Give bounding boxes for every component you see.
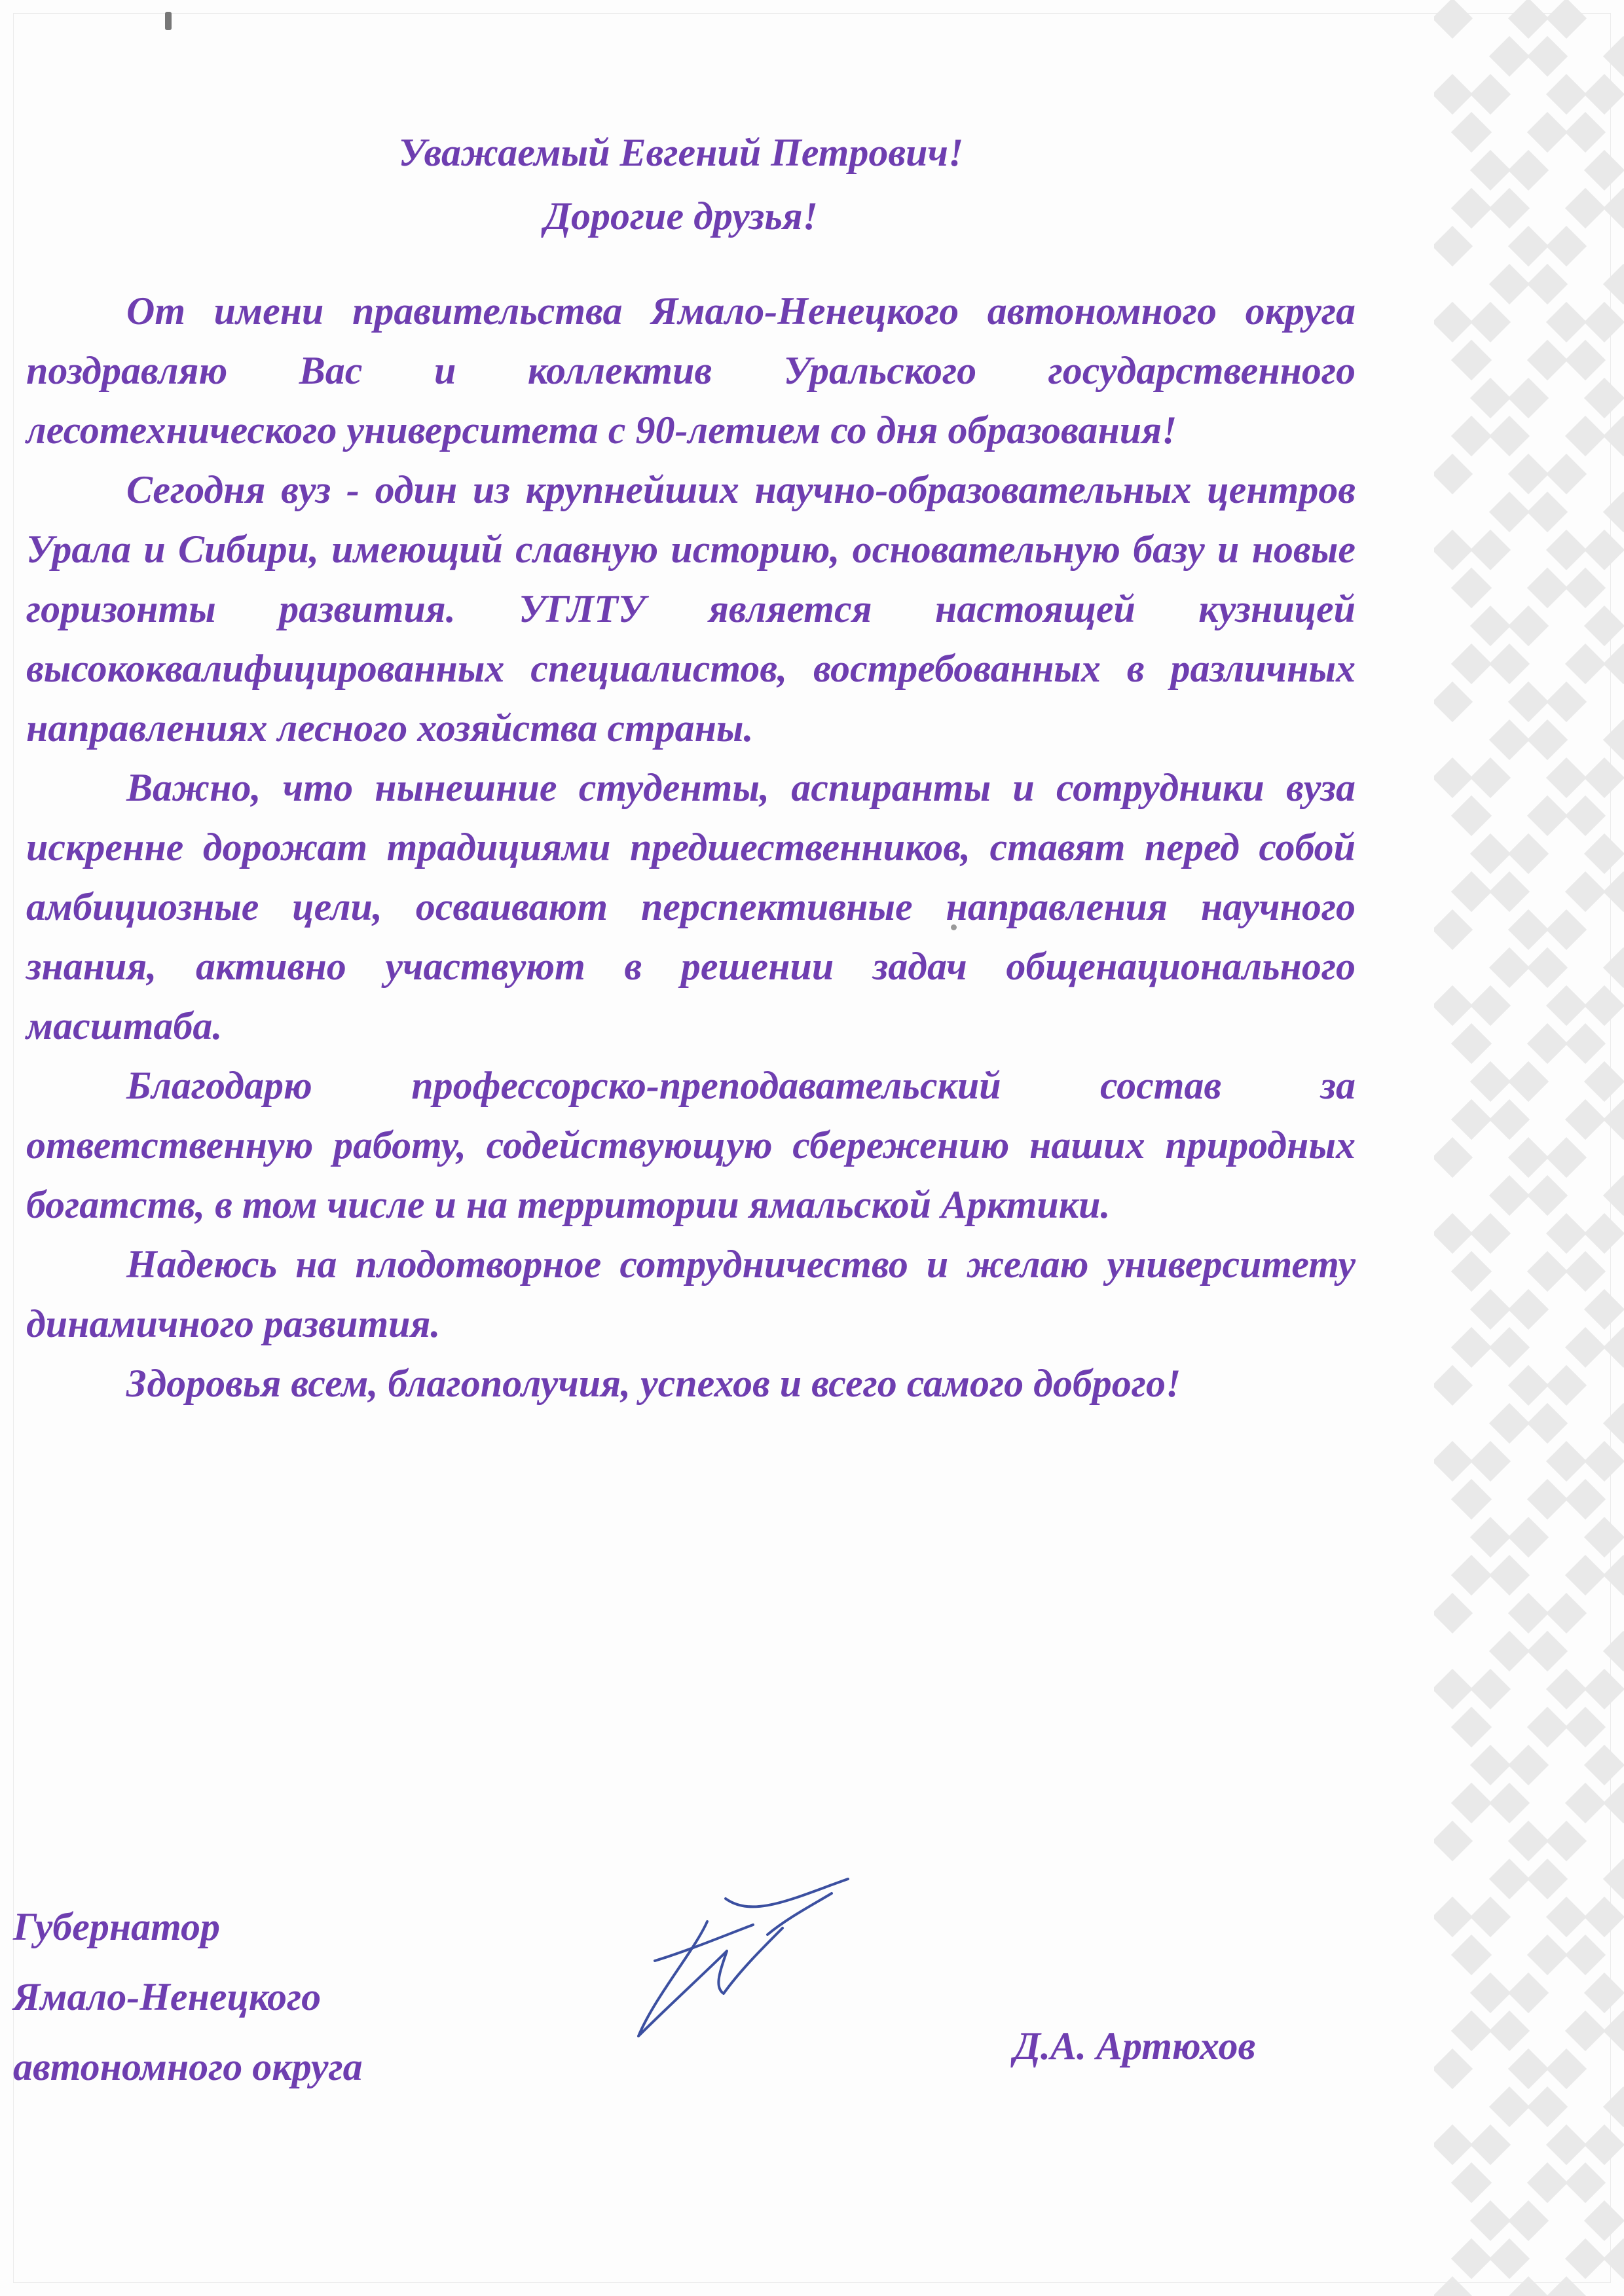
ornament-diamond (1470, 1213, 1511, 1254)
ornament-diamond (1508, 378, 1549, 418)
ornament-diamond (1527, 795, 1568, 836)
ornament-diamond (1508, 1137, 1549, 1178)
ornament-diamond (1489, 871, 1530, 912)
ornament-diamond (1584, 1669, 1624, 1709)
ornament-diamond (1434, 909, 1473, 950)
ornament-diamond (1527, 1175, 1568, 1216)
ornament-diamond (1527, 1251, 1568, 1292)
ornament-diamond (1584, 150, 1624, 191)
ornament-diamond (1546, 530, 1587, 570)
ornament-diamond (1565, 644, 1606, 684)
ornament-diamond (1508, 1745, 1549, 1785)
ornament-diamond (1603, 1555, 1624, 1595)
ornament-diamond (1527, 1479, 1568, 1520)
ornament-diamond (1489, 720, 1530, 760)
ornament-diamond (1451, 1707, 1492, 1747)
ornament-diamond (1527, 264, 1568, 304)
ornament-diamond (1527, 340, 1568, 380)
paragraph: Здоровья всем, благополучия, успехов и всего самого доброго! (126, 1362, 1181, 1405)
ornament-diamond (1434, 682, 1473, 722)
ornament-diamond (1451, 340, 1492, 380)
ornament-diamond (1603, 720, 1624, 760)
ornament-diamond (1546, 1669, 1587, 1709)
ornament-diamond (1489, 1555, 1530, 1595)
letter-body (26, 282, 1356, 1413)
ornament-diamond (1434, 0, 1473, 39)
ornament-diamond (1508, 1365, 1549, 1406)
ornament-diamond (1508, 1061, 1549, 1102)
ornament-diamond (1584, 1213, 1624, 1254)
ornament-diamond (1546, 909, 1587, 950)
ornament-diamond (1508, 1973, 1549, 2013)
ornament-diamond (1451, 1479, 1492, 1520)
ornament-diamond (1508, 2276, 1549, 2296)
salutation-line: Уважаемый Евгений Петрович! (398, 131, 964, 174)
ornament-diamond (1434, 2124, 1473, 2165)
ornament-diamond (1434, 2049, 1473, 2089)
signature-icon (616, 1872, 891, 2043)
ornament-diamond (1565, 188, 1606, 228)
ornament-diamond (1489, 188, 1530, 228)
ornament-diamond (1603, 1175, 1624, 1216)
ornament-diamond (1546, 1441, 1587, 1482)
ornament-diamond (1434, 74, 1473, 115)
ornament-diamond (1434, 226, 1473, 266)
ornament-diamond (1565, 340, 1606, 380)
ornament-diamond (1565, 568, 1606, 608)
ornament-diamond (1527, 492, 1568, 532)
ornament-diamond (1508, 0, 1549, 39)
ornament-diamond (1603, 1099, 1624, 1140)
ornament-diamond (1584, 1745, 1624, 1785)
ornament-diamond (1527, 112, 1568, 153)
paragraph: Надеюсь на плодотворное сотрудничество и желаю университету динамичного развития. (26, 1243, 1356, 1345)
ornament-diamond (1451, 871, 1492, 912)
ornament-diamond (1470, 1897, 1511, 1937)
ornament-diamond (1546, 0, 1587, 39)
ornament-diamond (1434, 757, 1473, 798)
ornament-diamond (1470, 1517, 1511, 1558)
salutation (26, 121, 1336, 248)
ornament-diamond (1584, 757, 1624, 798)
ornament-diamond (1546, 302, 1587, 342)
signatory-title-line: Ямало-Ненецкого (13, 1975, 322, 2018)
ornament-diamond (1434, 1213, 1473, 1254)
ornament-diamond (1565, 871, 1606, 912)
ornament-diamond (1546, 1897, 1587, 1937)
ornament-diamond (1451, 112, 1492, 153)
ornament-diamond (1603, 1631, 1624, 1671)
ornament-diamond (1527, 2162, 1568, 2203)
paragraph: От имени правительства Ямало-Ненецкого автономного округа поздравляю Вас и коллектив Уральского государственного лесотехнического университета с 90-летием со дня образования! (26, 289, 1356, 452)
ornament-diamond (1565, 795, 1606, 836)
ornament-diamond (1603, 947, 1624, 988)
ornament-diamond (1565, 1479, 1606, 1520)
ornament-diamond (1470, 1669, 1511, 1709)
ornament-diamond (1527, 36, 1568, 77)
ornament-diamond (1565, 1023, 1606, 1064)
ornament-diamond (1470, 302, 1511, 342)
ornament-diamond (1470, 985, 1511, 1026)
ornament-diamond (1584, 1061, 1624, 1102)
ornament-diamond (1434, 1821, 1473, 1861)
ornament-diamond (1565, 2011, 1606, 2051)
ornament-diamond (1603, 644, 1624, 684)
signer-name: Д.А. Артюхов (1014, 2024, 1256, 2068)
ornament-diamond (1546, 226, 1587, 266)
ornament-diamond (1470, 2124, 1511, 2165)
ornament-diamond (1603, 188, 1624, 228)
ornament-diamond (1508, 150, 1549, 191)
ornament-diamond (1584, 1441, 1624, 1482)
ornament-diamond (1489, 1859, 1530, 1899)
ornament-diamond (1508, 909, 1549, 950)
ornament-diamond (1508, 1593, 1549, 1633)
ornament-diamond (1546, 1137, 1587, 1178)
signatory-title-line: автономного округа (13, 2045, 363, 2088)
ornament-diamond (1546, 454, 1587, 494)
ornament-diamond (1451, 644, 1492, 684)
ornament-diamond (1434, 530, 1473, 570)
ornament-diamond (1565, 2238, 1606, 2279)
ornament-diamond (1470, 74, 1511, 115)
ornament-diamond (1470, 150, 1511, 191)
ornament-diamond (1603, 1783, 1624, 1823)
ornament-diamond (1565, 1783, 1606, 1823)
ornament-diamond (1546, 2049, 1587, 2089)
ornament-diamond (1527, 720, 1568, 760)
ornament-diamond (1527, 2086, 1568, 2127)
ornament-diamond (1584, 2124, 1624, 2165)
ornament-diamond (1508, 2200, 1549, 2241)
ornament-diamond (1451, 1251, 1492, 1292)
ornament-diamond (1603, 1859, 1624, 1899)
ornament-diamond (1584, 985, 1624, 1026)
paragraph: Сегодня вуз - один из крупнейших научно-образовательных центров Урала и Сибири, имеющий славную историю, основательную базу и новые горизонты развития. УГЛТУ является настоящей кузницей высококвалифицированных специалистов, востребованных в различных направлениях лесного хозяйства страны. (26, 468, 1356, 750)
ornament-diamond (1546, 1821, 1587, 1861)
ornament-diamond (1546, 2124, 1587, 2165)
ornament-diamond (1527, 1707, 1568, 1747)
ornament-diamond (1527, 1859, 1568, 1899)
ornament-diamond (1603, 416, 1624, 456)
ornament-diamond (1565, 1251, 1606, 1292)
ornament-diamond (1546, 682, 1587, 722)
ornament-diamond (1584, 606, 1624, 646)
ornament-diamond (1584, 378, 1624, 418)
ornament-diamond (1434, 1669, 1473, 1709)
ornament-diamond (1508, 226, 1549, 266)
ornament-diamond (1603, 1327, 1624, 1368)
ornament-diamond (1546, 2276, 1587, 2296)
ornament-diamond (1508, 1517, 1549, 1558)
ornament-diamond (1489, 416, 1530, 456)
ornament-diamond (1489, 1175, 1530, 1216)
ornament-diamond (1584, 530, 1624, 570)
ornament-diamond (1434, 2276, 1473, 2296)
ornament-diamond (1451, 2238, 1492, 2279)
ornament-diamond (1565, 1707, 1606, 1747)
ornament-diamond (1451, 1023, 1492, 1064)
ornament-diamond (1489, 2086, 1530, 2127)
ornament-diamond (1584, 1289, 1624, 1330)
ornament-diamond (1489, 2011, 1530, 2051)
ornament-diamond (1434, 454, 1473, 494)
ornament-diamond (1508, 833, 1549, 874)
signatory-title-line: Губернатор (13, 1905, 221, 1948)
ornament-diamond (1546, 757, 1587, 798)
ornament-diamond (1565, 2162, 1606, 2203)
scan-speck (165, 12, 172, 30)
ornament-diamond (1434, 1593, 1473, 1633)
ornament-diamond (1508, 606, 1549, 646)
ornament-diamond (1451, 1327, 1492, 1368)
ornament-diamond (1546, 74, 1587, 115)
ornament-diamond (1470, 530, 1511, 570)
ornament-diamond (1470, 757, 1511, 798)
ornament-diamond (1584, 74, 1624, 115)
ornament-diamond (1565, 1327, 1606, 1368)
paragraph: Важно, что нынешние студенты, аспиранты и сотрудники вуза искренне дорожат традициями предшественников, ставят перед собой амбициозные цели, осваивают перспективные направления научного знания, активно участвуют в решении задач общенационального масштаба. (26, 766, 1356, 1048)
ornament-diamond (1565, 1935, 1606, 1975)
ornament-diamond (1489, 36, 1530, 77)
ornament-diamond (1527, 1631, 1568, 1671)
ornament-diamond (1451, 2011, 1492, 2051)
ornament-diamond (1451, 2162, 1492, 2203)
ornament-diamond (1565, 1099, 1606, 1140)
ornament-diamond (1508, 454, 1549, 494)
ornament-diamond (1584, 1897, 1624, 1937)
ornament-diamond (1603, 2238, 1624, 2279)
ornament-diamond (1603, 264, 1624, 304)
ornament-diamond (1470, 833, 1511, 874)
ornament-diamond (1603, 1403, 1624, 1444)
ornament-diamond (1603, 2086, 1624, 2127)
ornament-diamond (1565, 112, 1606, 153)
ornament-diamond (1584, 1517, 1624, 1558)
ornament-diamond (1527, 1403, 1568, 1444)
ornament-diamond (1489, 947, 1530, 988)
ornament-diamond (1603, 492, 1624, 532)
ornament-diamond (1584, 2200, 1624, 2241)
ornament-diamond (1470, 1745, 1511, 1785)
ornament-diamond (1508, 2049, 1549, 2089)
ornament-diamond (1489, 264, 1530, 304)
ornament-diamond (1527, 947, 1568, 988)
ornament-diamond (1451, 1935, 1492, 1975)
ornament-diamond (1470, 378, 1511, 418)
ornament-diamond (1565, 1555, 1606, 1595)
ornament-diamond (1434, 1897, 1473, 1937)
ornament-diamond (1508, 1821, 1549, 1861)
ornament-diamond (1584, 833, 1624, 874)
ornament-diamond (1565, 416, 1606, 456)
ornament-diamond (1451, 1555, 1492, 1595)
ornament-diamond (1546, 1593, 1587, 1633)
ornament-diamond (1489, 644, 1530, 684)
ornament-diamond (1489, 1403, 1530, 1444)
ornament-diamond (1451, 795, 1492, 836)
ornament-diamond (1451, 416, 1492, 456)
ornament-diamond (1489, 1631, 1530, 1671)
ornament-diamond (1584, 1973, 1624, 2013)
paragraph: Благодарю профессорско-преподавательский состав за ответственную работу, содействующую сбережению наших природных богатств, в том числе и на территории ямальской Арктики. (26, 1064, 1356, 1226)
ornament-diamond (1451, 188, 1492, 228)
ornament-diamond (1470, 1061, 1511, 1102)
ornament-diamond (1527, 568, 1568, 608)
ornament-diamond (1451, 568, 1492, 608)
ornament-diamond (1489, 1099, 1530, 1140)
ornament-diamond (1508, 1289, 1549, 1330)
ornament-diamond (1527, 1023, 1568, 1064)
ornament-diamond (1546, 1213, 1587, 1254)
ornament-border-icon (1434, 0, 1624, 2296)
ornament-diamond (1434, 302, 1473, 342)
signatory-title (13, 1892, 363, 2102)
ornament-diamond (1470, 606, 1511, 646)
ornament-diamond (1434, 985, 1473, 1026)
ornament-diamond (1489, 1327, 1530, 1368)
ornament-diamond (1527, 1935, 1568, 1975)
ornament-diamond (1470, 1973, 1511, 2013)
ornament-diamond (1546, 985, 1587, 1026)
ornament-diamond (1451, 1783, 1492, 1823)
ornament-diamond (1470, 2200, 1511, 2241)
ornament-diamond (1470, 1441, 1511, 1482)
ornament-diamond (1470, 1289, 1511, 1330)
ornament-diamond (1489, 1783, 1530, 1823)
ornament-diamond (1434, 1137, 1473, 1178)
ornament-diamond (1546, 1365, 1587, 1406)
ornament-diamond (1451, 1099, 1492, 1140)
ornament-diamond (1603, 2011, 1624, 2051)
ornament-diamond (1489, 492, 1530, 532)
salutation-line: Дорогие друзья! (544, 194, 819, 238)
ornament-diamond (1603, 871, 1624, 912)
ornament-diamond (1508, 682, 1549, 722)
ornament-diamond (1434, 1441, 1473, 1482)
ornament-diamond (1434, 1365, 1473, 1406)
ornament-diamond (1603, 36, 1624, 77)
ornament-diamond (1489, 2238, 1530, 2279)
ornament-diamond (1584, 302, 1624, 342)
